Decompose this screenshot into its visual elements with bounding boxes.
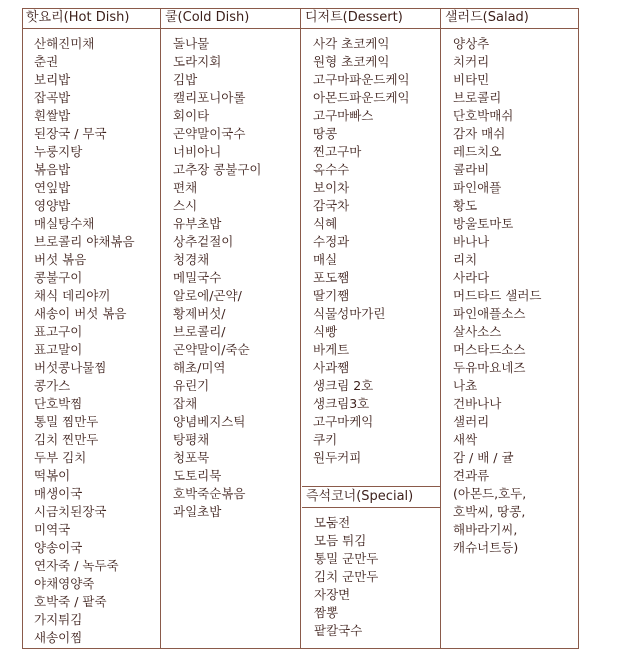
menu-item: 생크림3호: [313, 396, 370, 411]
menu-item: 캐슈너트등): [453, 540, 519, 555]
dessert-list: [301, 29, 440, 467]
menu-item: 생크림 2호: [313, 378, 374, 393]
cold-dish-column: [161, 8, 301, 649]
menu-item: 브로콜리/: [173, 324, 226, 339]
menu-item: 청경채: [173, 252, 210, 267]
menu-item: 통밀 찜만두: [34, 414, 99, 429]
menu-item: 콜라비: [453, 162, 490, 177]
menu-item: 찐고구마: [313, 144, 362, 159]
menu-item: 표고구이: [34, 324, 83, 339]
menu-item: 너비아니: [173, 144, 222, 159]
menu-item: 비타민: [453, 72, 490, 87]
menu-item: 황도: [453, 198, 478, 213]
menu-item: 돌나물: [173, 36, 210, 51]
menu-item: 편채: [173, 180, 198, 195]
menu-item: 치커리: [453, 54, 490, 69]
menu-item: 떡볶이: [34, 468, 71, 483]
menu-item: 사라다: [453, 270, 490, 285]
menu-item: 두유마요네즈: [453, 360, 526, 375]
menu-item: 곤약말이/죽순: [173, 342, 250, 357]
menu-item: 호박씨, 땅콩,: [453, 504, 526, 519]
menu-item: 시금치된장국: [34, 504, 107, 519]
menu-item: 메밀국수: [173, 270, 222, 285]
hot-dish-header: 핫요리(Hot Dish): [22, 8, 160, 29]
menu-item: 매실: [313, 252, 338, 267]
menu-item: 원형 초코케익: [313, 54, 390, 69]
menu-item: 양상추: [453, 36, 490, 51]
menu-item: 건바나나: [453, 396, 502, 411]
menu-item: 캘리포니아롤: [173, 90, 246, 105]
menu-item: 스시: [173, 198, 198, 213]
special-list: [302, 508, 440, 640]
menu-item: 콩가스: [34, 378, 71, 393]
menu-item: 잡곡밥: [34, 90, 71, 105]
menu-item: 통밀 군만두: [314, 551, 379, 566]
menu-item: 유린기: [173, 378, 210, 393]
menu-item: 단호박찜: [34, 396, 83, 411]
menu-item: 곤약말이국수: [173, 126, 246, 141]
menu-item: 사과쨈: [313, 360, 350, 375]
menu-item: 사각 초코케익: [313, 36, 390, 51]
menu-item: 보이차: [313, 180, 350, 195]
menu-item: 흰쌀밥: [34, 108, 71, 123]
menu-item: 해바라기씨,: [453, 522, 518, 537]
menu-item: 버섯콩나물찜: [34, 360, 107, 375]
salad-column: [441, 8, 579, 649]
menu-item: 연자죽 / 녹두죽: [34, 558, 119, 573]
menu-item: 새송이찜: [34, 630, 83, 645]
menu-item: 감 / 배 / 귤: [453, 450, 514, 465]
menu-item: 리치: [453, 252, 478, 267]
menu-item: 상추겉절이: [173, 234, 234, 249]
menu-item: 과일초밥: [173, 504, 222, 519]
menu-item: 황제버섯/: [173, 306, 226, 321]
menu-item: 견과류: [453, 468, 490, 483]
menu-item: 방울토마토: [453, 216, 514, 231]
menu-item: 회이타: [173, 108, 210, 123]
cold-dish-header: 쿨(Cold Dish): [161, 8, 300, 29]
menu-item: 파인애플소스: [453, 306, 526, 321]
menu-item: 호박죽순볶음: [173, 486, 246, 501]
menu-item: 단호박매쉬: [453, 108, 514, 123]
menu-item: 양념베지스틱: [173, 414, 246, 429]
menu-item: 포도쨈: [313, 270, 350, 285]
dessert-header: 디저트(Dessert): [301, 8, 440, 29]
menu-item: 아몬드파운드케익: [313, 90, 410, 105]
menu-item: 식빵: [313, 324, 338, 339]
menu-item: 샐러리: [453, 414, 490, 429]
menu-item: 춘권: [34, 54, 59, 69]
menu-item: 야채영양죽: [34, 576, 95, 591]
menu-item: 매생이국: [34, 486, 83, 501]
menu-item: 도토리묵: [173, 468, 222, 483]
menu-item: 김치 찐만두: [34, 432, 99, 447]
menu-item: 미역국: [34, 522, 71, 537]
menu-item: (아몬드,호두,: [453, 486, 527, 501]
menu-item: 채식 데리야끼: [34, 288, 111, 303]
salad-header: 샐러드(Salad): [441, 8, 579, 29]
hot-dish-column: [22, 8, 161, 649]
menu-item: 팥칼국수: [314, 623, 363, 638]
menu-item: 누룽지탕: [34, 144, 83, 159]
menu-item: 짬뽕: [314, 605, 339, 620]
menu-item: 가지튀김: [34, 612, 83, 627]
menu-item: 해초/미역: [173, 360, 226, 375]
menu-item: 청포묵: [173, 450, 210, 465]
menu-item: 식혜: [313, 216, 338, 231]
menu-item: 매실탕수채: [34, 216, 95, 231]
menu-item: 호박죽 / 팥죽: [34, 594, 107, 609]
menu-item: 자장면: [314, 587, 351, 602]
menu-item: 알로에/곤약/: [173, 288, 242, 303]
menu-item: 버섯 볶음: [34, 252, 87, 267]
menu-item: 모둠전: [314, 515, 351, 530]
menu-item: 수정과: [313, 234, 350, 249]
menu-item: 바게트: [313, 342, 350, 357]
menu-item: 새싹: [453, 432, 478, 447]
menu-item: 고추장 콩불구이: [173, 162, 262, 177]
menu-item: 볶음밥: [34, 162, 71, 177]
menu-item: 보리밥: [34, 72, 71, 87]
special-header: 즉석코너(Special): [302, 486, 440, 508]
menu-item: 옥수수: [313, 162, 350, 177]
menu-item: 연잎밥: [34, 180, 71, 195]
menu-item: 김치 군만두: [314, 569, 379, 584]
menu-item: 레드치오: [453, 144, 502, 159]
menu-item: 브로콜리 야채볶음: [34, 234, 135, 249]
menu-item: 모듬 튀김: [314, 533, 367, 548]
menu-item: 김밥: [173, 72, 198, 87]
menu-item: 파인애플: [453, 180, 502, 195]
menu-item: 새송이 버섯 볶음: [34, 306, 127, 321]
menu-item: 탕평채: [173, 432, 210, 447]
menu-item: 산해진미채: [34, 36, 95, 51]
menu-item: 땅콩: [313, 126, 338, 141]
menu-item: 나쵸: [453, 378, 478, 393]
menu-item: 브로콜리: [453, 90, 502, 105]
menu-item: 영양밥: [34, 198, 71, 213]
menu-item: 두부 김치: [34, 450, 87, 465]
menu-item: 딸기쨈: [313, 288, 350, 303]
menu-item: 머스타드소스: [453, 342, 526, 357]
menu-item: 표고말이: [34, 342, 83, 357]
menu-item: 감국차: [313, 198, 350, 213]
menu-item: 고구마케익: [313, 414, 374, 429]
menu-item: 감자 매쉬: [453, 126, 506, 141]
menu-item: 된장국 / 무국: [34, 126, 107, 141]
menu-item: 식물성마가린: [313, 306, 386, 321]
menu-item: 유부초밥: [173, 216, 222, 231]
menu-item: 바나나: [453, 234, 490, 249]
menu-item: 살사소스: [453, 324, 502, 339]
menu-item: 원두커피: [313, 450, 362, 465]
salad-list: [441, 29, 579, 557]
menu-item: 콩불구이: [34, 270, 83, 285]
menu-item: 도라지회: [173, 54, 222, 69]
menu-item: 잡채: [173, 396, 198, 411]
special-section: [302, 486, 440, 640]
menu-item: 쿠키: [313, 432, 338, 447]
hot-dish-list: [22, 29, 160, 647]
cold-dish-list: [161, 29, 300, 521]
menu-item: 머드타드 샐러드: [453, 288, 542, 303]
menu-item: 고구마빠스: [313, 108, 374, 123]
menu-item: 고구마파운드케익: [313, 72, 410, 87]
menu-item: 양송이국: [34, 540, 83, 555]
